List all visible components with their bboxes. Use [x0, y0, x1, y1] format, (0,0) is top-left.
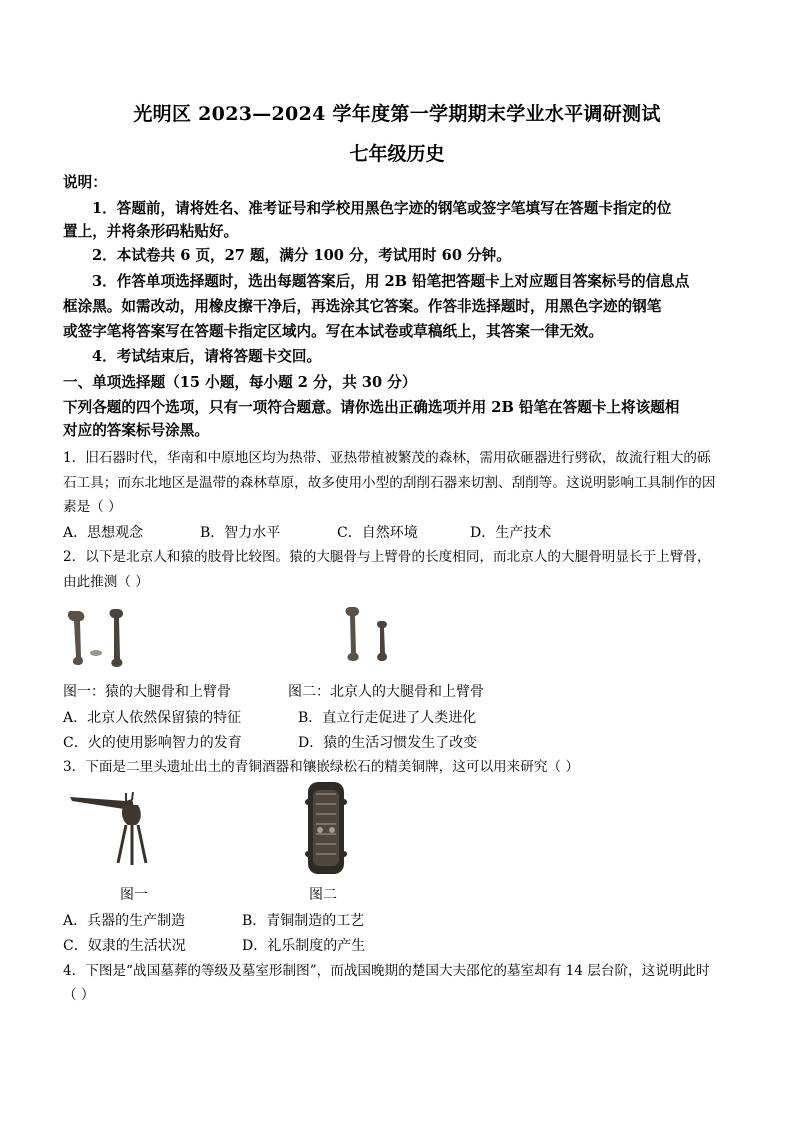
question-1-text: 素是（ ）: [63, 499, 122, 515]
q3-option-b[interactable]: B．青铜制造的工艺: [242, 913, 365, 929]
q2-caption-1: 图一：猿的大腿骨和上臂骨: [63, 684, 231, 700]
section-instruction: 下列各题的四个选项，只有一项符合题意。请你选出正确选项并用 2B 铅笔在答题卡上将该题相: [63, 399, 680, 416]
turquoise-plaque-image: [304, 780, 348, 876]
q3-option-d[interactable]: D．礼乐制度的产生: [242, 938, 366, 954]
question-2-text: 2．以下是北京人和猿的肢骨比较图。猿的大腿骨与上臂骨的长度相同，而北京人的大腿骨明显长于上臂骨，: [63, 549, 711, 565]
note-line: 1．答题前，请将姓名、准考证号和学校用黑色字迹的钢笔或签字笔填写在答题卡指定的位: [92, 200, 672, 217]
q3-option-a[interactable]: A．兵器的生产制造: [63, 913, 186, 929]
note-line: 3．作答单项选择题时，选出每题答案后，用 2B 铅笔把答题卡上对应题目答案标号的信息点: [92, 273, 690, 290]
section-instruction: 对应的答案标号涂黑。: [63, 422, 209, 439]
q3-caption-1: 图一: [120, 887, 148, 903]
q1-option-a[interactable]: A．思想观念: [63, 525, 144, 541]
note-line: 或签字笔将答案写在答题卡指定区域内。写在本试卷或草稿纸上，其答案一律无效。: [63, 323, 603, 340]
question-3-text: 3．下面是二里头遗址出土的青铜酒器和镶嵌绿松石的精美铜牌，这可以用来研究（ ）: [63, 759, 579, 775]
q3-caption-2: 图二: [309, 887, 337, 903]
bronze-jue-image: [66, 787, 170, 869]
q1-option-c[interactable]: C．自然环境: [337, 525, 418, 541]
question-2-text: 由此推测（ ）: [63, 574, 149, 590]
q2-caption-2: 图二：北京人的大腿骨和上臂骨: [288, 684, 484, 700]
q2-option-b[interactable]: B．直立行走促进了人类进化: [298, 710, 477, 726]
exam-subject: 七年级历史: [349, 143, 445, 165]
note-line: 置上，并将条形码粘贴好。: [63, 223, 239, 240]
question-4-text: 4．下图是“战国墓葬的等级及墓室形制图”，而战国晚期的楚国大夫邵佗的墓室却有 14 层台阶，这说明此时: [63, 963, 710, 979]
question-1-text: 石工具；而东北地区是温带的森林草原，故多使用小型的刮削石器来切割、刮削等。这说明影响工具制作的因: [63, 475, 716, 491]
q2-option-d[interactable]: D．猿的生活习惯发生了改变: [298, 735, 478, 751]
question-4-paren: （ ）: [63, 987, 95, 1003]
question-1-text: 1．旧石器时代，华南和中原地区均为热带、亚热带植被繁茂的森林，需用砍砸器进行劈砍，故流行粗大的砾: [63, 450, 711, 466]
exam-title: 光明区 2023—2024 学年度第一学期期末学业水平调研测试: [133, 103, 661, 125]
q2-option-a[interactable]: A．北京人依然保留猿的特征: [63, 710, 242, 726]
note-line: 框涂黑。如需改动，用橡皮擦干净后，再选涂其它答案。作答非选择题时，用黑色字迹的钢笔: [63, 298, 662, 315]
ape-bones-image: [64, 603, 144, 671]
notes-header: 说明：: [63, 174, 107, 191]
peking-man-bones-image: [336, 603, 416, 665]
q1-option-d[interactable]: D．生产技术: [470, 525, 552, 541]
note-line: 2．本试卷共 6 页，27 题，满分 100 分，考试用时 60 分钟。: [92, 247, 511, 264]
q1-option-b[interactable]: B．智力水平: [200, 525, 281, 541]
note-line: 4．考试结束后，请将答题卡交回。: [92, 348, 322, 365]
q3-option-c[interactable]: C．奴隶的生活状况: [63, 938, 186, 954]
section-heading: 一、单项选择题（15 小题，每小题 2 分，共 30 分）: [63, 374, 417, 391]
q2-option-c[interactable]: C．火的使用影响智力的发育: [63, 735, 242, 751]
